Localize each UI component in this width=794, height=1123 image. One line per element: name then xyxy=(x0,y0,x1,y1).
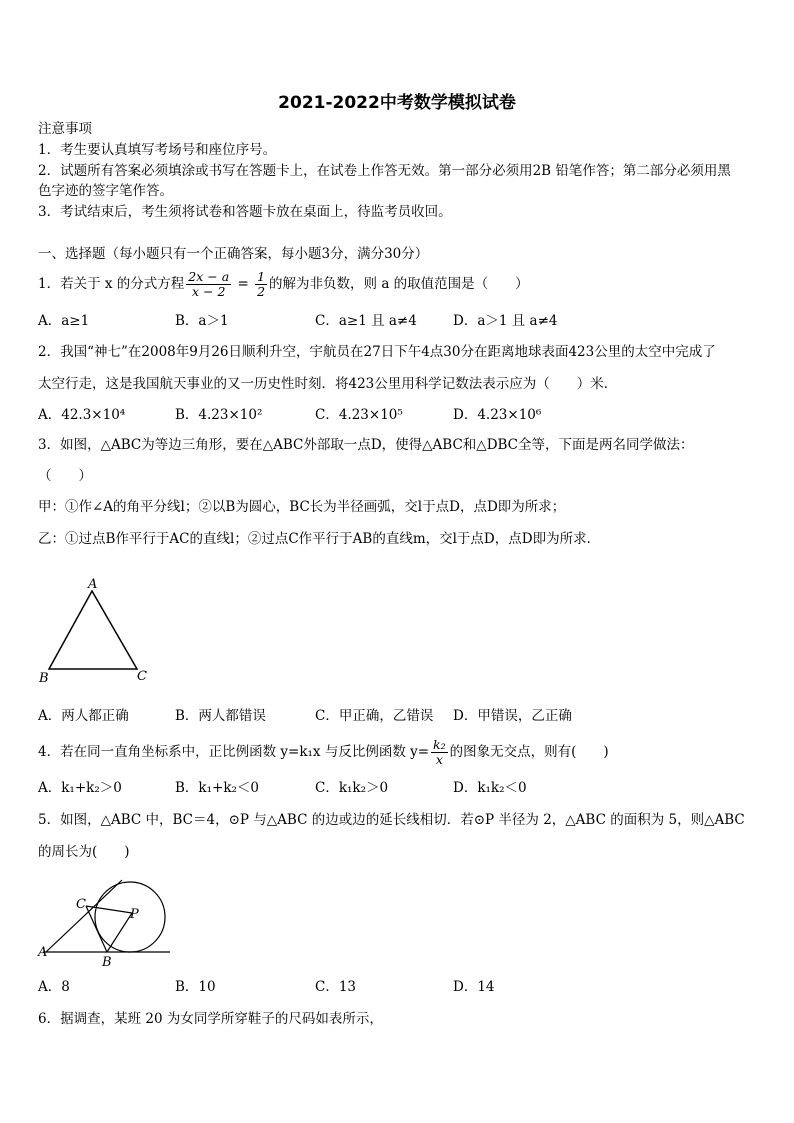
q3-option-d[interactable]: D．甲错误，乙正确 xyxy=(453,708,572,724)
q5-option-c[interactable]: C．13 xyxy=(315,979,357,995)
vertex-a-label: A xyxy=(88,577,98,592)
q2-option-d[interactable]: D．4.23×10⁶ xyxy=(453,407,542,423)
question-5-line-2: 的周长为( ) xyxy=(38,844,130,860)
q4-option-a[interactable]: A．k₁+k₂＞0 xyxy=(38,780,122,796)
question-4-stem xyxy=(38,734,609,770)
q5-option-b[interactable]: B．10 xyxy=(175,979,216,995)
vertex-c-label: C xyxy=(137,669,147,684)
q4-fraction xyxy=(431,738,448,767)
q2-option-a[interactable]: A．42.3×10⁴ xyxy=(38,407,126,423)
question-3-line-1: 3．如图，△ABC为等边三角形，要在△ABC外部取一点D，使得△ABC和△DBC全等，下面是两名同学做法： xyxy=(38,437,694,453)
point-c-label: C xyxy=(76,897,86,912)
q1-frac1-denominator: x − 2 xyxy=(192,284,226,299)
q1-option-d[interactable]: D．a＞1 且 a≠4 xyxy=(453,313,558,329)
question-1-stem xyxy=(38,266,529,302)
q3-option-b[interactable]: B．两人都错误 xyxy=(175,708,266,724)
question-2-line-1: 2．我国“神七”在2008年9月26日顺利升空，宇航员在27日下午4点30分在距离地球表面423公里的太空中完成了 xyxy=(38,344,716,360)
section-heading: 一、选择题（每小题只有一个正确答案，每小题3分，满分30分） xyxy=(38,246,429,262)
question-5-line-1: 5．如图，△ABC 中，BC＝4，⊙P 与△ABC 的边或边的延长线相切．若⊙P 半径为 2，△ABC 的面积为 5，则△ABC xyxy=(38,812,745,828)
question-3-line-2: （ ） xyxy=(38,468,92,484)
q1-option-b[interactable]: B．a＞1 xyxy=(175,313,229,329)
triangle-abc xyxy=(49,591,137,669)
q2-option-c[interactable]: C．4.23×10⁵ xyxy=(315,407,403,423)
question-3-yi: 乙：①过点B作平行于AC的直线l；②过点C作平行于AB的直线m，交l于点D，点D即为所求． xyxy=(38,531,601,547)
q1-frac2-denominator: 2 xyxy=(257,284,266,299)
exam-title: 2021-2022中考数学模拟试卷 xyxy=(278,93,516,113)
question-6-line-1: 6．据调查，某班 20 为女同学所穿鞋子的尺码如表所示， xyxy=(38,1011,383,1027)
notes-heading: 注意事项 xyxy=(38,121,92,137)
q4-option-c[interactable]: C．k₁k₂＞0 xyxy=(315,780,389,796)
point-b-label: B xyxy=(102,955,112,970)
q1-fraction-right xyxy=(255,270,267,299)
note-2b: 色字迹的签字笔作答。 xyxy=(38,183,173,199)
q3-option-a[interactable]: A．两人都正确 xyxy=(38,708,129,724)
note-3: 3．考试结束后，考生须将试卷和答题卡放在桌面上，待监考员收回。 xyxy=(38,204,452,220)
q1-frac2-numerator: 1 xyxy=(257,269,266,284)
segment-bp xyxy=(107,913,132,952)
question-3-jia: 甲：①作∠A的角平分线l；②以B为圆心，BC长为半径画弧，交l于点D，点D即为所求； xyxy=(38,499,566,515)
q1-equals: = xyxy=(233,276,254,292)
q4-option-b[interactable]: B．k₁+k₂＜0 xyxy=(175,780,260,796)
point-a-label: A xyxy=(38,945,48,960)
q5-option-a[interactable]: A．8 xyxy=(38,979,70,995)
q4-text-pre: 4．若在同一直角坐标系中，正比例函数 y=k₁x 与反比例函数 y= xyxy=(38,744,430,760)
point-p-label: P xyxy=(130,907,139,922)
note-1: 1．考生要认真填写考场号和座位序号。 xyxy=(38,142,277,158)
tangent-line-ac xyxy=(46,880,122,952)
q4-option-d[interactable]: D．k₁k₂＜0 xyxy=(453,780,527,796)
circle-triangle-figure xyxy=(36,870,176,970)
q4-frac-denominator: x xyxy=(435,752,443,767)
q1-option-c[interactable]: C．a≥1 且 a≠4 xyxy=(315,313,417,329)
q3-option-c[interactable]: C．甲正确，乙错误 xyxy=(315,708,434,724)
triangle-figure xyxy=(36,576,156,688)
note-2a: 2．试题所有答案必须填涂或书写在答题卡上，在试卷上作答无效。第一部分必须用2B 铅笔作答；第二部分必须用黑 xyxy=(38,163,731,179)
q2-option-b[interactable]: B．4.23×10² xyxy=(175,407,263,423)
vertex-b-label: B xyxy=(39,671,49,686)
segment-cb xyxy=(86,906,107,952)
q1-text-pre: 1．若关于 x 的分式方程 xyxy=(38,276,185,292)
q1-frac1-numerator: 2x − a xyxy=(188,269,230,284)
q5-option-d[interactable]: D．14 xyxy=(453,979,495,995)
q1-option-a[interactable]: A．a≥1 xyxy=(38,313,90,329)
q1-text-post: 的解为非负数，则 a 的取值范围是（ ） xyxy=(269,276,529,292)
question-2-line-2: 太空行走，这是我国航天事业的又一历史性时刻．将423公里用科学记数法表示应为（ ）米． xyxy=(38,376,618,392)
q4-frac-numerator: k₂ xyxy=(433,737,446,752)
q1-fraction-left xyxy=(186,270,231,299)
segment-cp xyxy=(86,906,132,913)
q4-text-post: 的图象无交点，则有( ) xyxy=(449,744,609,760)
